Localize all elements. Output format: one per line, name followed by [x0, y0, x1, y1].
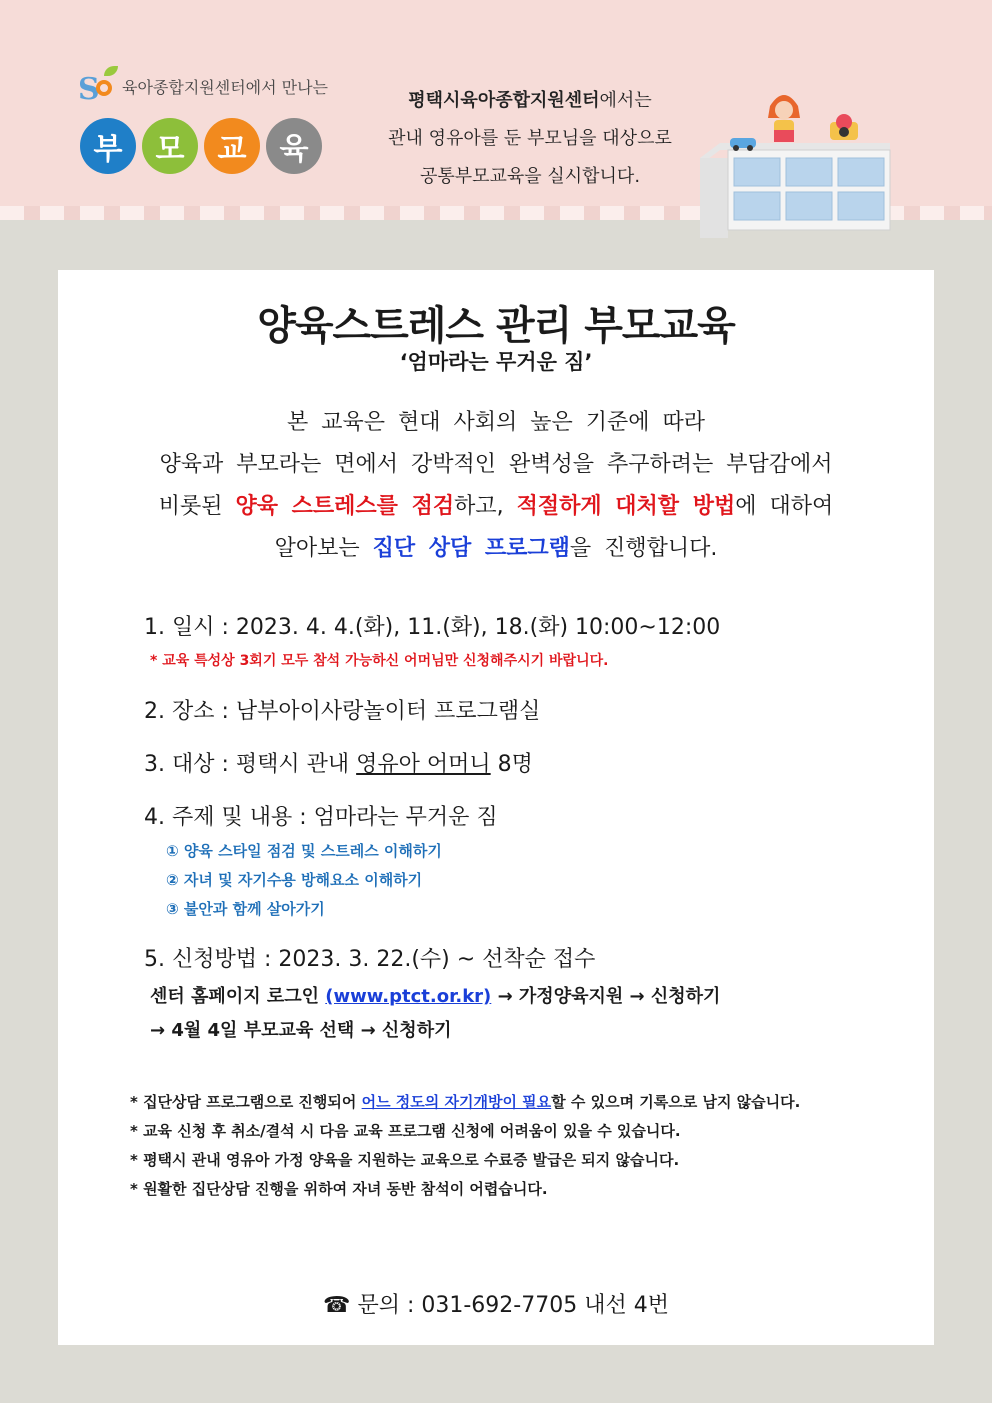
logo-mark-icon: S — [78, 66, 122, 106]
homepage-link[interactable]: (www.ptct.or.kr) — [325, 986, 492, 1007]
desc-line4 — [58, 528, 934, 570]
desc-text: 을 진행합니다. — [569, 536, 718, 561]
item-schedule: 1. 일시 : 2023. 4. 4.(화), 11.(화), 18.(화) 10:00~12:00 — [144, 615, 721, 640]
contact — [58, 1288, 934, 1319]
note-1 — [130, 1088, 800, 1117]
logo-circle-mo: 모 — [142, 118, 198, 174]
page-title: 양육스트레스 관리 부모교육 — [257, 303, 735, 349]
content-card — [58, 270, 934, 1345]
apply-step-2: → 4월 4일 부모교육 선택 → 신청하기 — [150, 1020, 452, 1041]
intro-line3: 공통부모교육을 실시합니다. — [419, 166, 641, 187]
item-topic: 4. 주제 및 내용 : 엄마라는 무거운 짐 — [144, 805, 498, 830]
logo-circle-bu: 부 — [80, 118, 136, 174]
highlight-coping-method: 적절하게 대처할 방법 — [516, 494, 736, 519]
topic-sub-2: ② 자녀 및 자기수용 방해요소 이해하기 — [166, 871, 423, 889]
center-name: 평택시육아종합지원센터 — [408, 90, 600, 111]
target-underlined: 영유아 어머니 — [356, 752, 491, 777]
description — [58, 402, 934, 570]
desc-text: 비롯된 — [158, 494, 236, 519]
apply-step-1 — [150, 982, 720, 1008]
intro-line2: 관내 영유아를 둔 부모님을 대상으로 — [388, 128, 672, 149]
desc-line3 — [58, 486, 934, 528]
contact-text: 문의 : 031-692-7705 내선 4번 — [357, 1293, 669, 1318]
item-apply: 5. 신청방법 : 2023. 3. 22.(수) ~ 선착순 접수 — [144, 947, 596, 972]
highlight-group-program: 집단 상담 프로그램 — [372, 536, 570, 561]
note-4: * 원활한 집단상담 진행을 위하여 자녀 동반 참석이 어렵습니다. — [130, 1180, 548, 1198]
desc-line1: 본 교육은 현대 사회의 높은 기준에 따라 — [287, 410, 705, 435]
topic-sub-3: ③ 불안과 함께 살아가기 — [166, 900, 325, 918]
logo-circles — [80, 118, 322, 174]
note-3: * 평택시 관내 영유아 가정 양육을 지원하는 교육으로 수료증 발급은 되지 않습니다. — [130, 1151, 680, 1169]
note-text: * 집단상담 프로그램으로 진행되어 — [130, 1093, 362, 1111]
desc-text: 하고, — [454, 494, 517, 519]
phone-icon: ☎ — [323, 1293, 351, 1318]
schedule-note: * 교육 특성상 3회기 모두 참석 가능하신 어머님만 신청해주시기 바랍니다. — [150, 653, 609, 669]
logo-subtitle: 육아종합지원센터에서 만나는 — [122, 77, 329, 97]
logo — [78, 66, 328, 106]
apply-text: → 가정양육지원 → 신청하기 — [491, 986, 721, 1007]
item-place: 2. 장소 : 남부아이사랑놀이터 프로그램실 — [144, 699, 541, 724]
apply-text: 센터 홈페이지 로그인 — [150, 986, 326, 1007]
topic-sub-1: ① 양육 스타일 점검 및 스트레스 이해하기 — [166, 842, 442, 860]
intro-line1-rest: 에서는 — [599, 90, 652, 111]
note-2: * 교육 신청 후 취소/결석 시 다음 교육 프로그램 신청에 어려움이 있을 수 있습니다. — [130, 1122, 681, 1140]
note-text: 할 수 있으며 기록으로 남지 않습니다. — [551, 1093, 801, 1111]
target-count: 8명 — [490, 752, 533, 777]
desc-text: 에 대하여 — [735, 494, 834, 519]
toy-shelf-illustration — [700, 88, 900, 238]
page-subtitle: ‘엄마라는 무거운 짐’ — [399, 350, 593, 374]
note-underlined: 어느 정도의 자기개방이 필요 — [361, 1093, 552, 1111]
intro-text — [340, 82, 720, 196]
desc-text: 알아보는 — [274, 536, 373, 561]
notes — [130, 1088, 800, 1204]
desc-line2: 양육과 부모라는 면에서 강박적인 완벽성을 추구하려는 부담감에서 — [159, 452, 833, 477]
item-target — [144, 747, 533, 778]
target-text: 3. 대상 : 평택시 관내 — [144, 752, 357, 777]
logo-circle-yuk: 육 — [266, 118, 322, 174]
highlight-stress-check: 양육 스트레스를 점검 — [235, 494, 455, 519]
logo-circle-gyo: 교 — [204, 118, 260, 174]
